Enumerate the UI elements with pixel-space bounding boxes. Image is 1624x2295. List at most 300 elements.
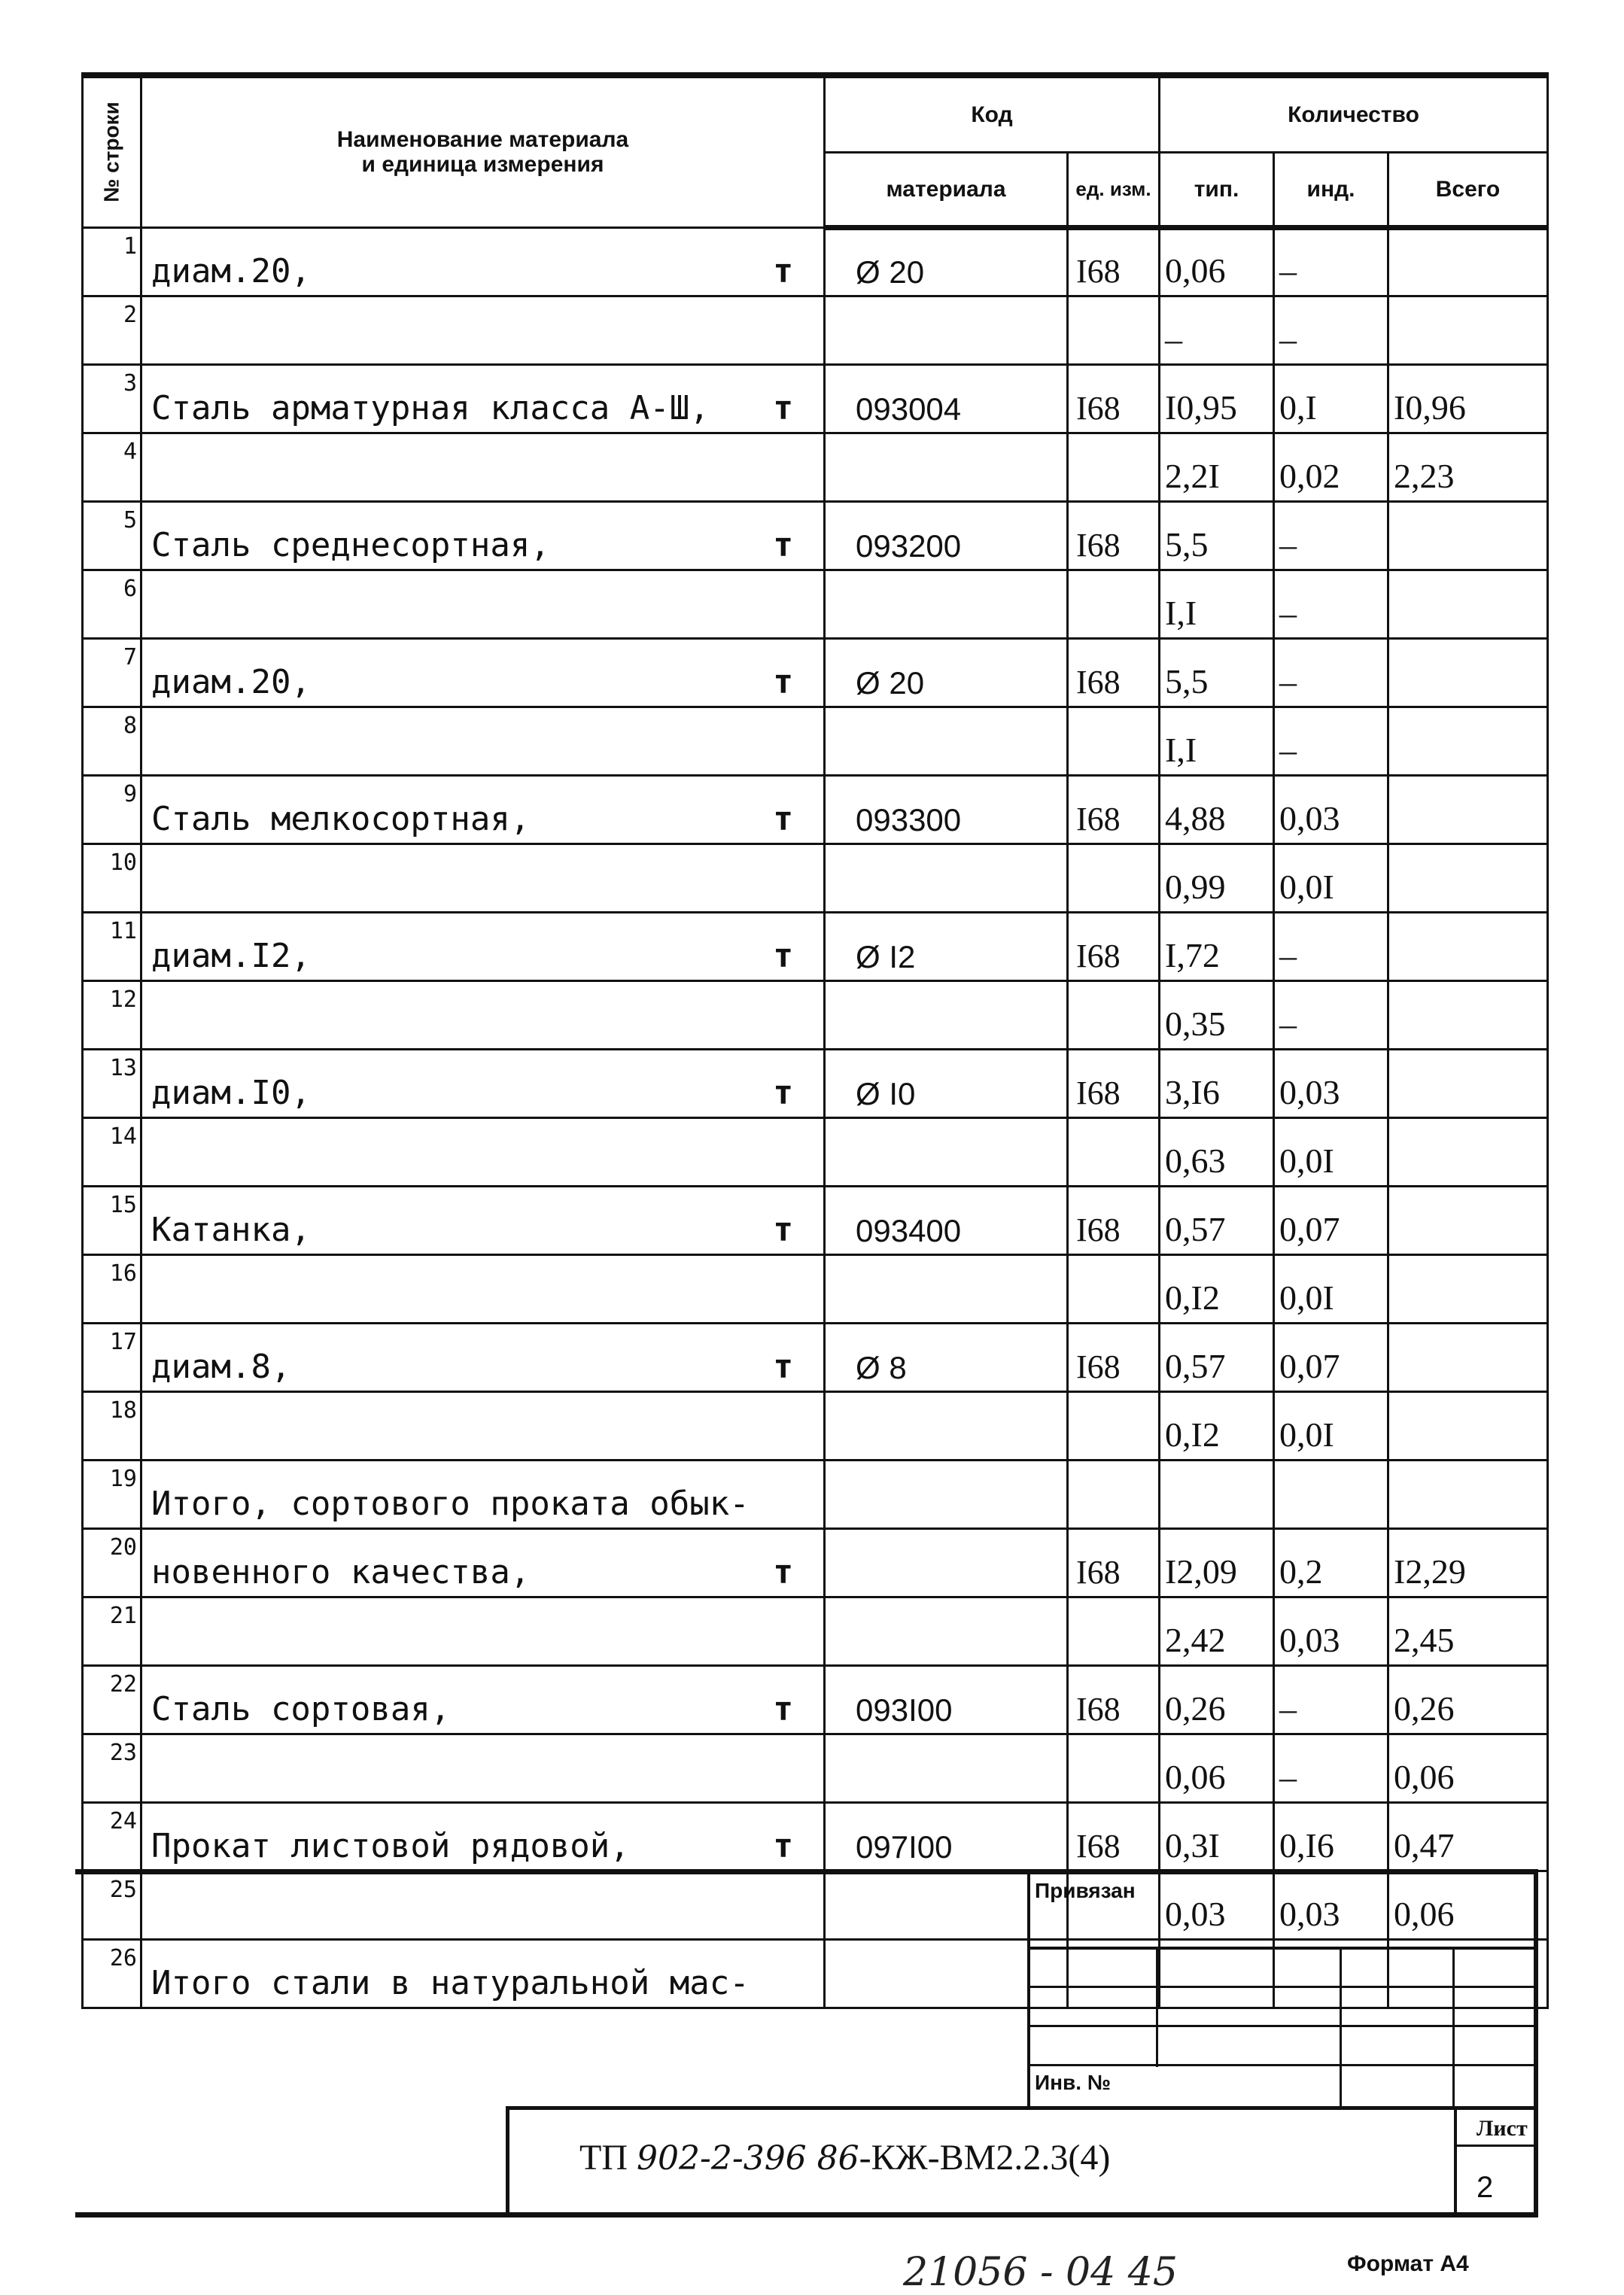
quantity-ind: – xyxy=(1279,661,1297,701)
row-number: 21 xyxy=(109,1602,137,1629)
row-number-cell xyxy=(83,1254,141,1323)
quantity-ind-cell xyxy=(1274,775,1388,844)
unit-symbol: т xyxy=(773,662,793,701)
quantity-ind-cell xyxy=(1274,1323,1388,1391)
quantity-typ: 0,06 xyxy=(1165,1757,1226,1796)
quantity-total-cell xyxy=(1388,433,1548,501)
row-number: 3 xyxy=(123,369,137,397)
material-name: Сталь арматурная класса А-Ш, xyxy=(151,388,710,427)
doc-code-suffix: -КЖ-ВМ2.2.3(4) xyxy=(859,2138,1111,2178)
table-row xyxy=(83,1049,1548,1117)
quantity-ind-cell xyxy=(1274,1665,1388,1734)
unit-code-cell xyxy=(1068,501,1160,570)
quantity-ind: 0,03 xyxy=(1279,1072,1340,1111)
material-code-cell xyxy=(825,707,1068,775)
material-name-cell xyxy=(141,1391,825,1460)
material-name-cell xyxy=(141,980,825,1049)
unit-symbol: т xyxy=(773,251,793,290)
unit-code: I68 xyxy=(1076,389,1121,427)
title-block-hline-2 xyxy=(1027,1986,1536,1988)
row-number-cell xyxy=(83,1665,141,1734)
quantity-total: 0,06 xyxy=(1394,1757,1455,1796)
quantity-typ-cell xyxy=(1160,912,1274,980)
unit-symbol xyxy=(793,1318,823,1322)
quantity-typ-cell xyxy=(1160,1665,1274,1734)
material-code: Ø 20 xyxy=(856,254,925,290)
unit-code-cell xyxy=(1068,1802,1160,1871)
row-number: 19 xyxy=(109,1465,137,1492)
material-name-cell xyxy=(141,296,825,364)
unit-code-cell xyxy=(1068,707,1160,775)
quantity-total-cell xyxy=(1388,1049,1548,1117)
quantity-total-cell xyxy=(1388,707,1548,775)
quantity-total-cell xyxy=(1388,1597,1548,1665)
quantity-ind-cell xyxy=(1274,1460,1388,1528)
doc-code-prefix: ТП xyxy=(579,2138,628,2178)
unit-code-cell xyxy=(1068,1323,1160,1391)
quantity-total-cell xyxy=(1388,775,1548,844)
title-block-hline-1 xyxy=(1027,1947,1536,1950)
unit-symbol: т xyxy=(773,388,793,427)
quantity-typ: – xyxy=(1165,319,1182,358)
quantity-total: 0,47 xyxy=(1394,1825,1455,1865)
material-code-cell xyxy=(825,227,1068,296)
row-number-cell xyxy=(83,1391,141,1460)
material-name: диам.I2, xyxy=(151,936,311,975)
quantity-total-cell xyxy=(1388,1460,1548,1528)
unit-code-cell xyxy=(1068,433,1160,501)
unit-code-cell xyxy=(1068,1734,1160,1802)
row-number-cell xyxy=(83,1323,141,1391)
table-row xyxy=(83,1665,1548,1734)
quantity-ind: 0,03 xyxy=(1279,1620,1340,1659)
material-name-cell xyxy=(141,1528,825,1597)
table-row xyxy=(83,707,1548,775)
quantity-typ-cell xyxy=(1160,638,1274,707)
material-code: Ø I2 xyxy=(856,938,916,974)
quantity-typ: I2,09 xyxy=(1165,1552,1237,1591)
quantity-total-cell xyxy=(1388,1802,1548,1871)
table-row xyxy=(83,1871,1548,1939)
quantity-ind: – xyxy=(1279,251,1297,290)
row-number-cell xyxy=(83,1186,141,1254)
header-name: Наименование материала и единица измерения xyxy=(141,75,825,227)
material-code-cell xyxy=(825,1323,1068,1391)
unit-code: I68 xyxy=(1076,663,1121,701)
title-block-inner-left xyxy=(1027,1869,1030,2108)
quantity-ind: 0,03 xyxy=(1279,1894,1340,1933)
quantity-typ-cell xyxy=(1160,1323,1274,1391)
unit-code-cell xyxy=(1068,1665,1160,1734)
quantity-typ: 2,2I xyxy=(1165,456,1220,495)
quantity-ind: 0,0I xyxy=(1279,867,1334,906)
quantity-total-cell xyxy=(1388,1117,1548,1186)
material-name: Катанка, xyxy=(151,1210,311,1249)
row-number: 12 xyxy=(109,986,137,1013)
material-code: Ø 8 xyxy=(856,1349,907,1385)
material-name-cell xyxy=(141,364,825,433)
quantity-ind-cell xyxy=(1274,1049,1388,1117)
quantity-typ-cell xyxy=(1160,1871,1274,1939)
quantity-typ-cell xyxy=(1160,501,1274,570)
header-typ: тип. xyxy=(1160,152,1274,227)
row-number: 23 xyxy=(109,1739,137,1766)
materials-table xyxy=(81,72,1549,2009)
material-code: 093200 xyxy=(856,527,962,564)
material-code-cell xyxy=(825,775,1068,844)
material-code-cell xyxy=(825,364,1068,433)
quantity-ind: – xyxy=(1279,593,1297,632)
material-name: диам.20, xyxy=(151,662,311,701)
row-number: 25 xyxy=(109,1876,137,1903)
quantity-total-cell xyxy=(1388,570,1548,638)
row-number: 22 xyxy=(109,1670,137,1698)
quantity-typ: 0,26 xyxy=(1165,1689,1226,1728)
material-code-cell xyxy=(825,1734,1068,1802)
quantity-typ: 0,I2 xyxy=(1165,1415,1220,1454)
title-block-vline-1 xyxy=(1156,1947,1158,2067)
quantity-typ-cell xyxy=(1160,364,1274,433)
row-number-cell xyxy=(83,912,141,980)
table-body xyxy=(83,227,1548,2008)
inv-number-label: Инв. № xyxy=(1035,2071,1112,2094)
table-row xyxy=(83,1734,1548,1802)
quantity-ind: 0,0I xyxy=(1279,1415,1334,1454)
header-quantity: Количество xyxy=(1160,75,1548,152)
quantity-ind-cell xyxy=(1274,1871,1388,1939)
material-code-cell xyxy=(825,844,1068,912)
unit-code-cell xyxy=(1068,1528,1160,1597)
quantity-ind: 0,I xyxy=(1279,388,1317,427)
row-number: 10 xyxy=(109,849,137,876)
unit-symbol xyxy=(793,496,823,500)
quantity-total-cell xyxy=(1388,1391,1548,1460)
material-name: диам.20, xyxy=(151,251,311,290)
material-code: Ø 20 xyxy=(856,664,925,701)
material-name-cell xyxy=(141,1254,825,1323)
quantity-ind: 0,2 xyxy=(1279,1552,1323,1591)
title-block-vline-3 xyxy=(1452,1947,1455,2108)
row-number-cell xyxy=(83,1734,141,1802)
material-code: 097I00 xyxy=(856,1828,953,1865)
header-total: Всего xyxy=(1388,152,1548,227)
unit-code: I68 xyxy=(1076,1074,1121,1111)
unit-symbol xyxy=(793,1455,823,1459)
doc-code-handwritten: 902-2-396 86 xyxy=(636,2139,859,2178)
unit-code-cell xyxy=(1068,364,1160,433)
quantity-typ: 2,42 xyxy=(1165,1620,1226,1659)
quantity-total-cell xyxy=(1388,1186,1548,1254)
quantity-total: 0,06 xyxy=(1394,1894,1455,1933)
row-number-cell xyxy=(83,227,141,296)
row-number-cell xyxy=(83,1460,141,1528)
material-name-cell xyxy=(141,775,825,844)
unit-symbol xyxy=(793,1964,823,1968)
material-name-cell xyxy=(141,433,825,501)
quantity-typ-cell xyxy=(1160,433,1274,501)
table-row xyxy=(83,501,1548,570)
table-row xyxy=(83,1186,1548,1254)
table-row xyxy=(83,1597,1548,1665)
row-number: 13 xyxy=(109,1054,137,1081)
material-code-cell xyxy=(825,1254,1068,1323)
quantity-total-cell xyxy=(1388,980,1548,1049)
unit-symbol: т xyxy=(773,1552,793,1591)
quantity-typ: 4,88 xyxy=(1165,798,1226,837)
quantity-typ-cell xyxy=(1160,1391,1274,1460)
quantity-ind-cell xyxy=(1274,707,1388,775)
table-row xyxy=(83,980,1548,1049)
unit-code: I68 xyxy=(1076,800,1121,837)
table-row xyxy=(83,1323,1548,1391)
material-name-cell xyxy=(141,570,825,638)
material-code: 093400 xyxy=(856,1212,962,1248)
table-row xyxy=(83,227,1548,296)
row-number-cell xyxy=(83,1871,141,1939)
row-number: 15 xyxy=(109,1191,137,1218)
quantity-ind-cell xyxy=(1274,364,1388,433)
quantity-typ-cell xyxy=(1160,844,1274,912)
unit-symbol xyxy=(793,633,823,637)
row-number: 4 xyxy=(123,438,137,465)
unit-code: I68 xyxy=(1076,252,1121,290)
material-name: Прокат листовой рядовой, xyxy=(151,1826,630,1865)
unit-symbol xyxy=(793,1934,823,1938)
quantity-typ-cell xyxy=(1160,1734,1274,1802)
quantity-total-cell xyxy=(1388,1254,1548,1323)
unit-code: I68 xyxy=(1076,1553,1121,1591)
material-code-cell xyxy=(825,1460,1068,1528)
quantity-ind: – xyxy=(1279,1004,1297,1043)
row-number-cell xyxy=(83,1049,141,1117)
quantity-typ-cell xyxy=(1160,707,1274,775)
quantity-ind: – xyxy=(1279,730,1297,769)
material-name: Итого, сортового проката обык- xyxy=(151,1484,750,1523)
header-code: Код xyxy=(825,75,1160,152)
header-unit: ед. изм. xyxy=(1068,152,1160,227)
bound-label: Привязан xyxy=(1035,1879,1136,1902)
row-number-cell xyxy=(83,1528,141,1597)
row-number: 24 xyxy=(109,1807,137,1834)
quantity-typ: 0,I2 xyxy=(1165,1278,1220,1317)
unit-code-cell xyxy=(1068,912,1160,980)
unit-symbol: т xyxy=(773,525,793,564)
row-number: 8 xyxy=(123,712,137,739)
material-name-cell xyxy=(141,707,825,775)
quantity-typ: 0,3I xyxy=(1165,1825,1220,1865)
sheet-label: Лист xyxy=(1477,2116,1528,2141)
quantity-ind-cell xyxy=(1274,638,1388,707)
unit-symbol: т xyxy=(773,936,793,975)
material-code-cell xyxy=(825,638,1068,707)
quantity-ind: 0,0I xyxy=(1279,1141,1334,1180)
title-block-bottom-line xyxy=(75,2212,1538,2217)
row-number: 17 xyxy=(109,1328,137,1355)
material-name-cell xyxy=(141,1460,825,1528)
quantity-ind-cell xyxy=(1274,227,1388,296)
quantity-typ: 0,99 xyxy=(1165,867,1226,906)
inventory-stamp-number: 21056 - 04 45 xyxy=(903,2250,1178,2295)
unit-code-cell xyxy=(1068,638,1160,707)
quantity-typ-cell xyxy=(1160,980,1274,1049)
material-code-cell xyxy=(825,1186,1068,1254)
table-row xyxy=(83,638,1548,707)
material-code-cell xyxy=(825,433,1068,501)
quantity-ind: – xyxy=(1279,1689,1297,1728)
quantity-typ: 5,5 xyxy=(1165,524,1209,564)
table-row xyxy=(83,912,1548,980)
header-material: материала xyxy=(825,152,1068,227)
quantity-typ-cell xyxy=(1160,1186,1274,1254)
quantity-typ-cell xyxy=(1160,1117,1274,1186)
row-number: 11 xyxy=(109,917,137,944)
material-name-cell xyxy=(141,912,825,980)
title-block-sheet-left xyxy=(1454,2106,1457,2215)
unit-symbol: т xyxy=(773,1347,793,1386)
material-name-cell xyxy=(141,844,825,912)
row-number-cell xyxy=(83,1597,141,1665)
unit-symbol: т xyxy=(773,799,793,838)
table-row xyxy=(83,364,1548,433)
material-name-cell xyxy=(141,1117,825,1186)
quantity-typ-cell xyxy=(1160,775,1274,844)
material-name-cell xyxy=(141,1734,825,1802)
unit-symbol xyxy=(793,1660,823,1664)
row-number-cell xyxy=(83,433,141,501)
material-code: 093300 xyxy=(856,801,962,837)
unit-symbol: т xyxy=(773,1210,793,1249)
unit-symbol xyxy=(793,1044,823,1048)
unit-code-cell xyxy=(1068,1254,1160,1323)
table-row xyxy=(83,570,1548,638)
quantity-typ-cell xyxy=(1160,1802,1274,1871)
quantity-total-cell xyxy=(1388,1528,1548,1597)
material-code-cell xyxy=(825,1802,1068,1871)
quantity-ind: 0,I6 xyxy=(1279,1825,1334,1865)
unit-symbol xyxy=(793,907,823,911)
title-block-hline-4 xyxy=(1027,2064,1536,2066)
quantity-ind-cell xyxy=(1274,1597,1388,1665)
row-number: 2 xyxy=(123,301,137,328)
material-code: 093I00 xyxy=(856,1692,953,1728)
quantity-ind: 0,07 xyxy=(1279,1346,1340,1385)
material-code-cell xyxy=(825,980,1068,1049)
row-number-cell xyxy=(83,296,141,364)
material-name-cell xyxy=(141,1802,825,1871)
row-number: 6 xyxy=(123,575,137,602)
unit-symbol xyxy=(793,1797,823,1801)
table-row xyxy=(83,775,1548,844)
material-name-cell xyxy=(141,1871,825,1939)
row-number: 7 xyxy=(123,643,137,670)
quantity-typ: 0,57 xyxy=(1165,1346,1226,1385)
title-block-sheet-divider xyxy=(1454,2145,1537,2147)
material-name-cell xyxy=(141,501,825,570)
row-number: 1 xyxy=(123,233,137,260)
table-row xyxy=(83,1528,1548,1597)
material-name: Итого стали в натуральной мас- xyxy=(151,1963,750,2002)
material-code-cell xyxy=(825,570,1068,638)
unit-symbol: т xyxy=(773,1073,793,1112)
material-name: Сталь сортовая, xyxy=(151,1689,451,1728)
unit-code-cell xyxy=(1068,1049,1160,1117)
unit-symbol: т xyxy=(773,1826,793,1865)
unit-code-cell xyxy=(1068,296,1160,364)
material-code-cell xyxy=(825,1391,1068,1460)
quantity-typ-cell xyxy=(1160,1049,1274,1117)
document-code xyxy=(579,2137,1110,2178)
quantity-ind: – xyxy=(1279,1757,1297,1796)
quantity-typ: 0,57 xyxy=(1165,1209,1226,1248)
quantity-total-cell xyxy=(1388,296,1548,364)
quantity-typ: 0,63 xyxy=(1165,1141,1226,1180)
unit-code-cell xyxy=(1068,1460,1160,1528)
row-number-cell xyxy=(83,364,141,433)
quantity-ind-cell xyxy=(1274,1802,1388,1871)
unit-code-cell xyxy=(1068,1391,1160,1460)
header-ind: инд. xyxy=(1274,152,1388,227)
quantity-total-cell xyxy=(1388,912,1548,980)
unit-code: I68 xyxy=(1076,1211,1121,1248)
material-name: диам.8, xyxy=(151,1347,291,1386)
quantity-ind-cell xyxy=(1274,501,1388,570)
header-row-number: № строки xyxy=(83,75,141,227)
quantity-total: 0,26 xyxy=(1394,1689,1455,1728)
unit-code-cell xyxy=(1068,1186,1160,1254)
table-row xyxy=(83,1391,1548,1460)
table-row xyxy=(83,433,1548,501)
unit-code: I68 xyxy=(1076,937,1121,974)
row-number-cell xyxy=(83,775,141,844)
unit-symbol xyxy=(793,1485,823,1489)
quantity-ind-cell xyxy=(1274,1117,1388,1186)
unit-symbol xyxy=(793,359,823,363)
material-code: Ø I0 xyxy=(856,1075,916,1111)
material-code-cell xyxy=(825,296,1068,364)
quantity-ind-cell xyxy=(1274,980,1388,1049)
row-number: 5 xyxy=(123,506,137,533)
quantity-ind-cell xyxy=(1274,1528,1388,1597)
quantity-typ-cell xyxy=(1160,296,1274,364)
material-code-cell xyxy=(825,1665,1068,1734)
quantity-total: I0,96 xyxy=(1394,388,1466,427)
material-code-cell xyxy=(825,1117,1068,1186)
quantity-total-cell xyxy=(1388,501,1548,570)
quantity-typ: I,I xyxy=(1165,593,1197,632)
quantity-ind: – xyxy=(1279,935,1297,974)
quantity-ind: – xyxy=(1279,524,1297,564)
title-block-hline-3 xyxy=(1027,2025,1536,2027)
quantity-typ: 0,03 xyxy=(1165,1894,1226,1933)
quantity-total-cell xyxy=(1388,1734,1548,1802)
row-number-cell xyxy=(83,844,141,912)
unit-code: I68 xyxy=(1076,1827,1121,1865)
unit-code-cell xyxy=(1068,1597,1160,1665)
table-row xyxy=(83,1802,1548,1871)
material-name: новенного качества, xyxy=(151,1552,531,1591)
material-code: 093004 xyxy=(856,391,962,427)
quantity-ind-cell xyxy=(1274,296,1388,364)
unit-code-cell xyxy=(1068,1117,1160,1186)
quantity-ind: 0,03 xyxy=(1279,798,1340,837)
row-number: 9 xyxy=(123,780,137,807)
table-row xyxy=(83,1117,1548,1186)
row-number: 20 xyxy=(109,1534,137,1561)
quantity-typ: I,72 xyxy=(1165,935,1220,974)
unit-symbol: т xyxy=(773,1689,793,1728)
quantity-ind-cell xyxy=(1274,570,1388,638)
material-name-cell xyxy=(141,638,825,707)
